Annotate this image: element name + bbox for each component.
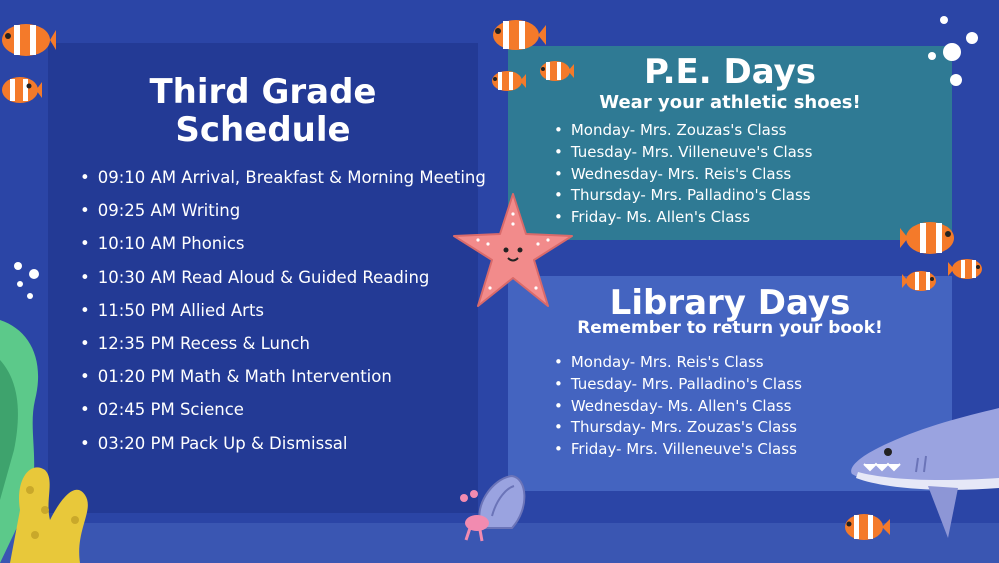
schedule-item: • 10:10 AM Phonics	[80, 227, 486, 260]
schedule-title	[48, 73, 478, 149]
pe-item: • Tuesday- Mrs. Villeneuve's Class	[554, 142, 812, 164]
schedule-item: • 12:35 PM Recess & Lunch	[80, 327, 486, 360]
schedule-item: • 09:10 AM Arrival, Breakfast & Morning Meeting	[80, 161, 486, 194]
pe-panel	[508, 46, 952, 240]
starfish-icon	[452, 192, 574, 310]
schedule-item: • 09:25 AM Writing	[80, 194, 486, 227]
schedule-item: • 03:20 PM Pack Up & Dismissal	[80, 427, 486, 460]
library-subtitle: Remember to return your book!	[577, 318, 883, 338]
pe-item: • Friday- Ms. Allen's Class	[554, 207, 812, 229]
library-item: • Wednesday- Ms. Allen's Class	[554, 396, 802, 418]
library-item: • Monday- Mrs. Reis's Class	[554, 352, 802, 374]
clownfish-icon	[490, 16, 546, 54]
clownfish-icon	[0, 73, 42, 107]
library-item: • Tuesday- Mrs. Palladino's Class	[554, 374, 802, 396]
library-item: • Friday- Mrs. Villeneuve's Class	[554, 439, 802, 461]
pe-item: • Thursday- Mrs. Palladino's Class	[554, 185, 812, 207]
pe-title: P.E. Days	[643, 52, 817, 92]
clownfish-icon	[900, 218, 958, 258]
schedule-list	[80, 161, 486, 460]
clownfish-icon	[0, 20, 56, 60]
bubbles-icon	[8, 258, 48, 303]
hermit-crab-icon	[452, 468, 532, 543]
shark-icon	[848, 408, 999, 548]
pe-item: • Wednesday- Mrs. Reis's Class	[554, 164, 812, 186]
library-title: Library Days	[609, 283, 851, 323]
library-item: • Thursday- Mrs. Zouzas's Class	[554, 417, 802, 439]
schedule-title-line1: Third Grade	[149, 72, 377, 112]
schedule-item: • 11:50 PM Allied Arts	[80, 294, 486, 327]
pe-list	[554, 120, 812, 229]
clownfish-icon	[490, 68, 526, 94]
clownfish-icon	[902, 268, 938, 294]
schedule-item: • 01:20 PM Math & Math Intervention	[80, 360, 486, 393]
pe-item: • Monday- Mrs. Zouzas's Class	[554, 120, 812, 142]
schedule-item: • 10:30 AM Read Aloud & Guided Reading	[80, 261, 486, 294]
coral-icon	[0, 440, 120, 563]
clownfish-icon	[948, 256, 984, 282]
schedule-item: • 02:45 PM Science	[80, 393, 486, 426]
library-list	[554, 352, 802, 461]
schedule-title-line2: Schedule	[175, 110, 351, 150]
pe-subtitle: Wear your athletic shoes!	[599, 92, 861, 113]
bubbles-icon	[922, 12, 992, 92]
clownfish-icon	[538, 58, 574, 84]
